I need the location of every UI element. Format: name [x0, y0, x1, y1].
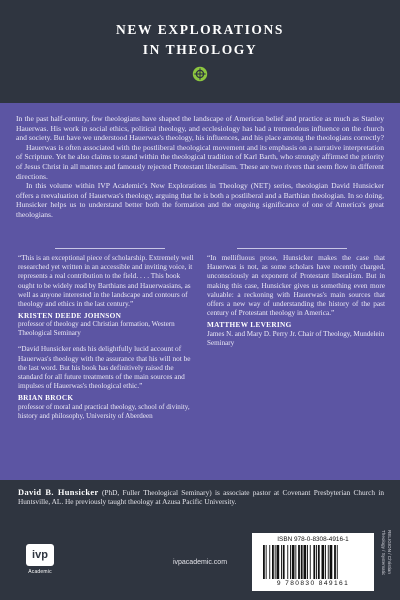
- endorser-name: BRIAN BROCK: [18, 393, 74, 403]
- description-paragraph: In this volume within IVP Academic's New Explorations in Theology (NET) series, theologian David Hunsicker offers a reevaluation of Hauerwas's theology, arguing that he is both a postliberal and a Barthian theologian. In so doing, Hunsicker helps us to understand better both the formation and the ongoing significance of one of America's great theologians.: [16, 181, 384, 219]
- endorsement-quote: “David Hunsicker ends his delightfully lucid account of Hauerwas's theology with the assurance that his will not be the last word. But his book has definitively raised the standard for all future treatments of the main sources and impulses of Hauerwas's theological ethic.”: [18, 344, 191, 391]
- endorser-name: KRISTEN DEEDE JOHNSON: [18, 311, 122, 321]
- ivp-academic-logo: [26, 544, 54, 582]
- bisac-category-label: RELIGION / Christian Theology / Systematic: [381, 530, 392, 576]
- description-panel: [0, 103, 400, 480]
- endorsement: [18, 344, 198, 420]
- footer-band: [0, 480, 400, 600]
- endorser-name: MATTHEW LEVERING: [207, 320, 292, 330]
- isbn-label: ISBN 978-0-8308-4916-1: [277, 536, 349, 543]
- author-bio-text: (PhD, Fuller Theological Seminary) is associate pastor at Covenant Presbyterian Church in Huntsville, AL. He previously taught theology at Azusa Pacific University.: [18, 488, 385, 507]
- endorser-title: James N. and Mary D. Perry Jr. Chair of Theology, Mundelein Seminary: [207, 329, 385, 347]
- endorser-title: professor of theology and Christian formation, Western Theological Seminary: [18, 320, 175, 338]
- endorsement: [207, 253, 385, 348]
- series-title-line2: IN THEOLOGY: [142, 42, 258, 57]
- barcode-icon: [262, 545, 366, 579]
- author-bio: [18, 488, 384, 507]
- endorsement: [18, 253, 198, 338]
- book-description: [16, 114, 384, 220]
- description-paragraph: Hauerwas is often associated with the postliberal theological movement and its emphasis on a narrative interpretation of Scripture. Yet he also claims to stand within the theological tradition of Karl Barth, who strongly affirmed the priority of Jesus Christ in all matters and famously rejected Protestant liberalism. These are two rivers that seem flow in different directions.: [16, 142, 384, 181]
- barcode-digits: 9 780830 849161: [276, 580, 350, 587]
- divider-left: [55, 248, 165, 249]
- compass-crosshair-icon: [192, 66, 208, 82]
- endorsement-quote: “This is an exceptional piece of scholarship. Extremely well researched yet written in an accessible and inviting voice, it represents a real contribution to the field. . . . This book ought to be widely read by Barthians and Hauerwasians, as well as anyone interested in the landscape and contours of theology and ethics in the last century.”: [18, 253, 194, 309]
- series-title-line1: NEW EXPLORATIONS: [115, 22, 284, 37]
- ivp-logo-mark: ivp: [26, 544, 54, 566]
- divider-right: [237, 248, 347, 249]
- endorsements-left-column: [18, 253, 198, 421]
- endorsements-right-column: [207, 253, 385, 348]
- barcode-block: [252, 533, 374, 591]
- endorser-title: professor of moral and practical theology, school of divinity, history and philosophy, University of Aberdeen: [18, 402, 190, 420]
- description-paragraph: In the past half-century, few theologians have shaped the landscape of American belief and practice as much as Stanley Hauerwas. His work in social ethics, political theology, and ecclesiology has had a tremendous influence on the church and society. But have we understood Hauerwas's theology, his influences, and his place among the theologians correctly?: [16, 114, 384, 143]
- endorsement-quote: “In mellifluous prose, Hunsicker makes the case that Hauerwas is not, as some scholars have recently charged, unconsciously an exponent of Protestant liberalism. But in making this case, Hunsicker gives us something even more valuable: a reckoning with Hauerwas's main sources that offers a new way of understanding the history of the past century of Protestant theology in America.”: [207, 253, 385, 318]
- header-band: [0, 0, 400, 103]
- publisher-website: ivpacademic.com: [172, 559, 228, 566]
- author-name: David B. Hunsicker: [18, 488, 99, 497]
- ivp-logo-subtitle: Academic: [28, 569, 52, 575]
